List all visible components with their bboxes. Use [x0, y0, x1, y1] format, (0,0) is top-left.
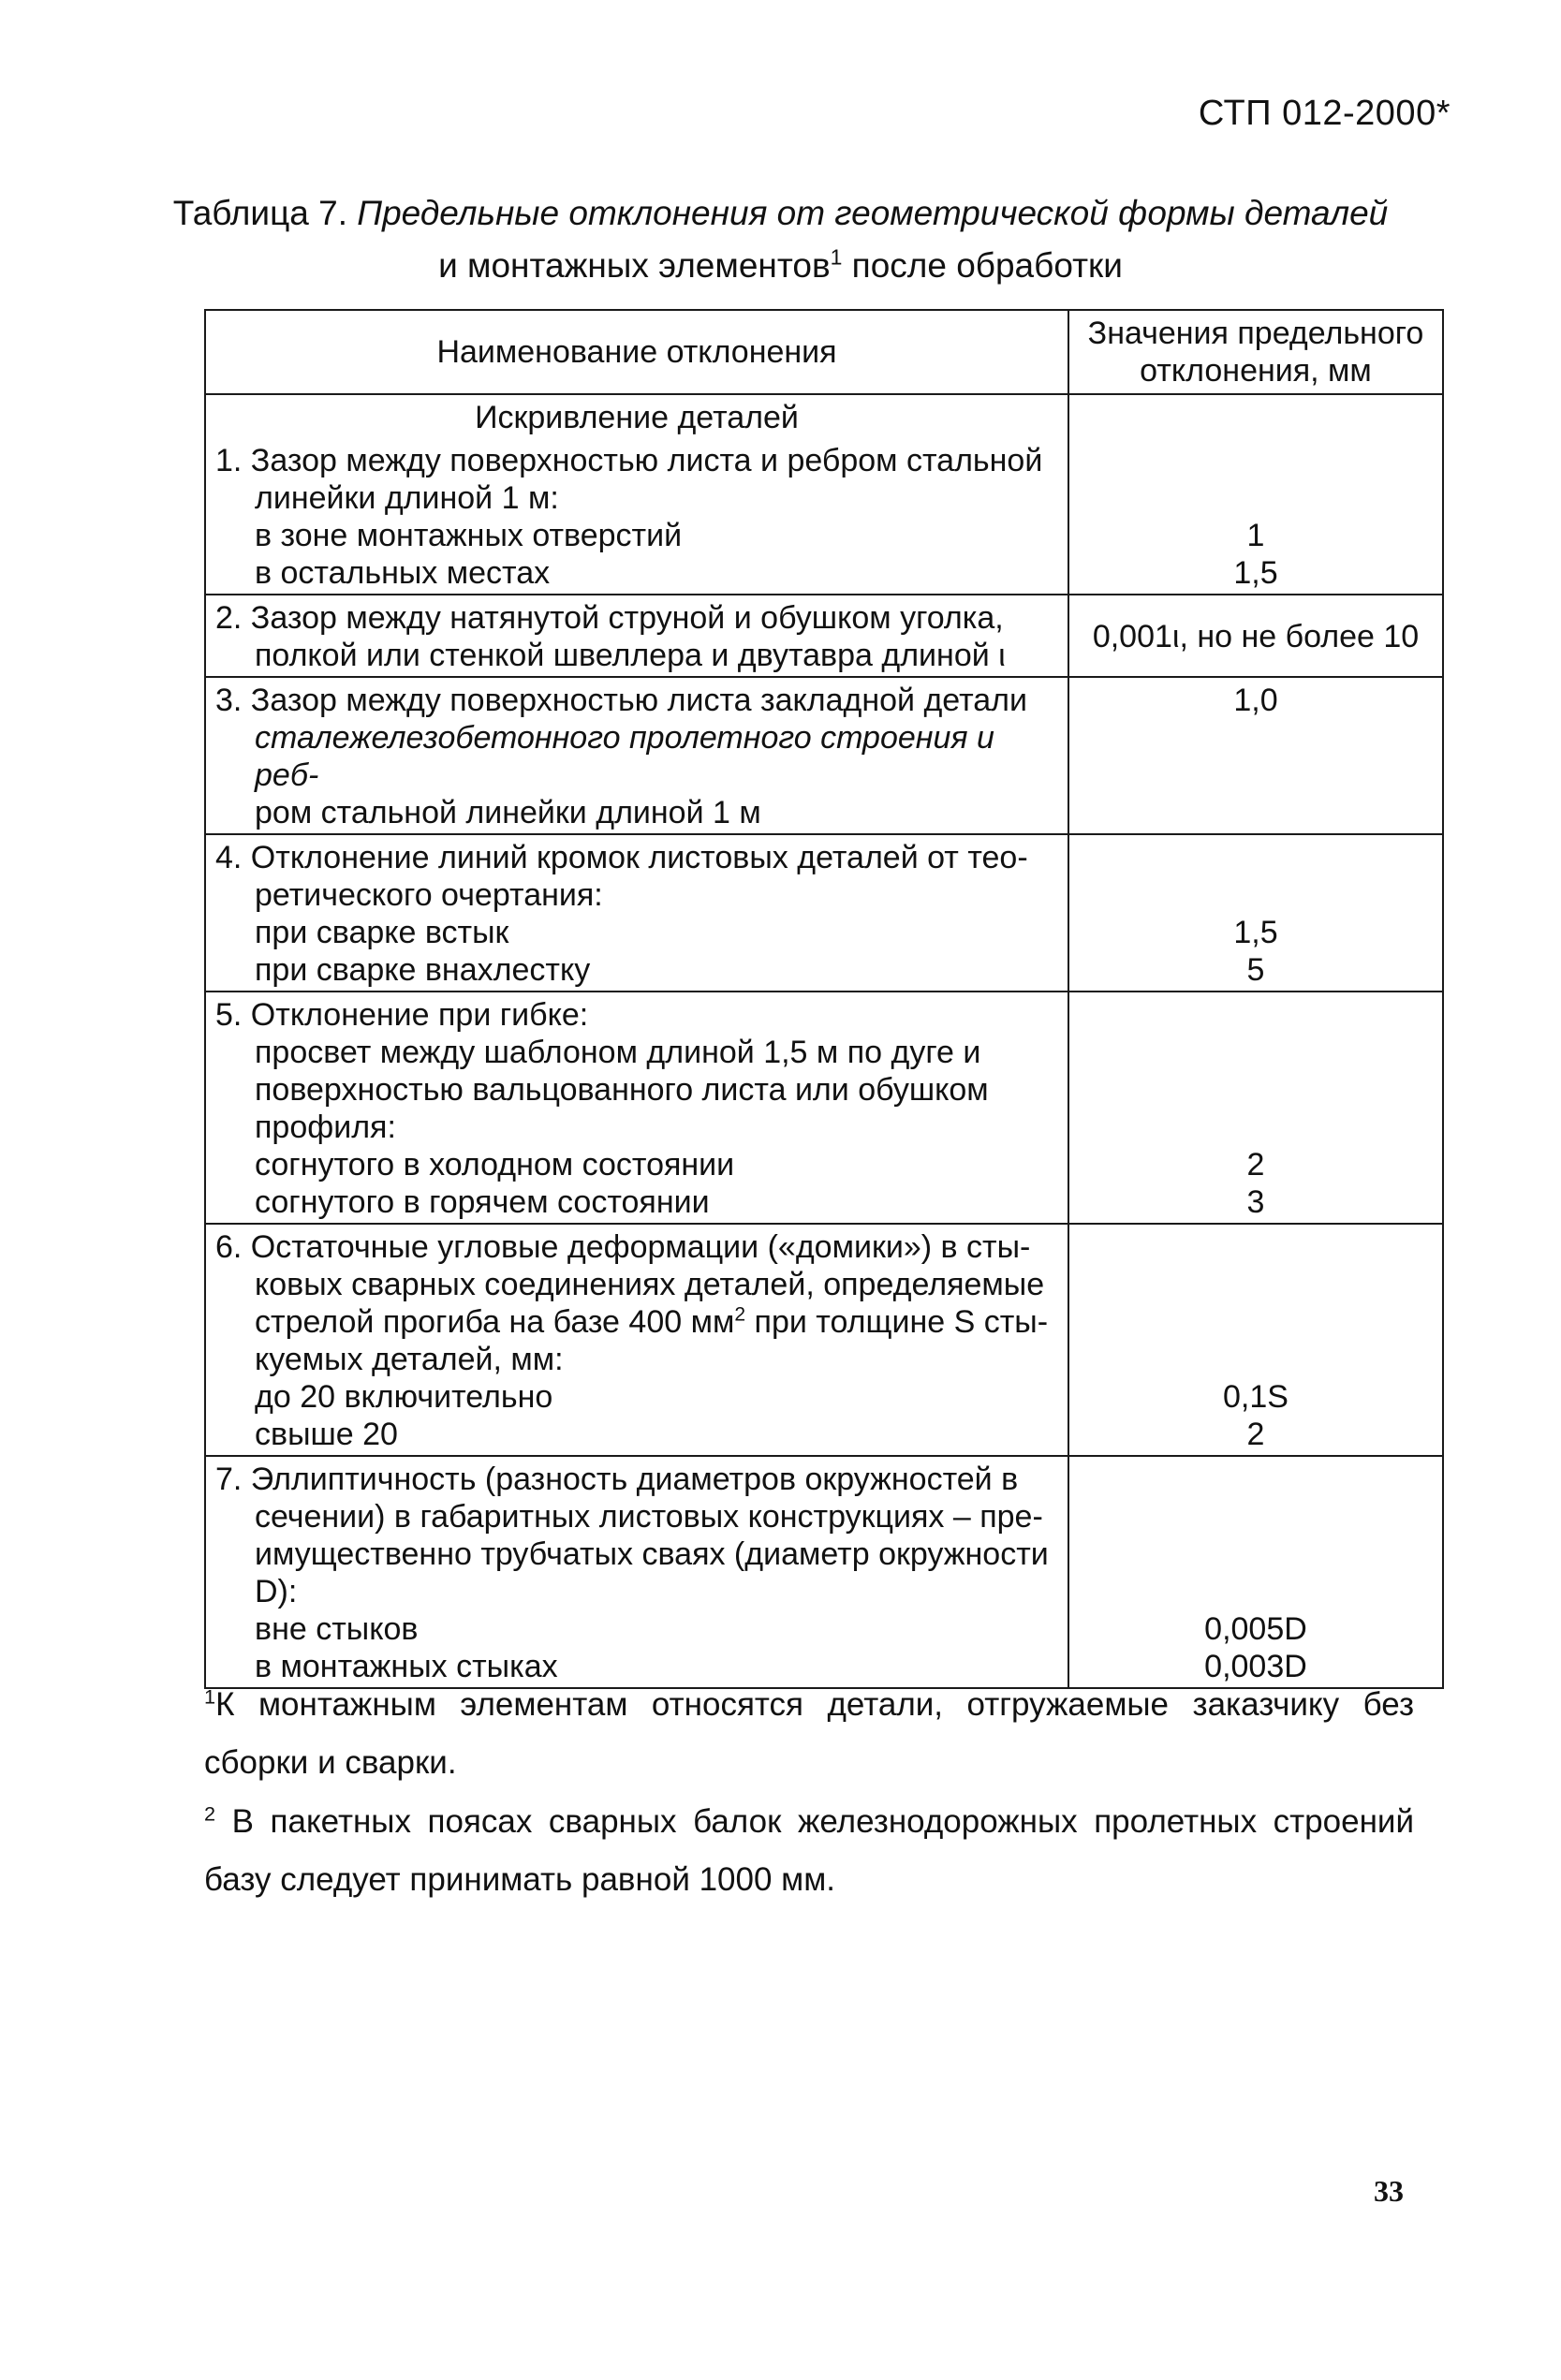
row-5-value-1: 2	[1246, 1147, 1265, 1183]
table-row	[205, 834, 1443, 992]
table-row	[205, 677, 1443, 834]
row-5-line-6: согнутого в горячем состоянии	[255, 1184, 710, 1220]
row-7-line-3: имущественно трубчатых сваях (диаметр окружности	[255, 1536, 1049, 1572]
row-6-footnote-ref: 2	[734, 1303, 746, 1326]
caption-title-line-2b: после обработки	[842, 246, 1123, 285]
row-5-value-2: 3	[1246, 1184, 1265, 1220]
col-header-name: Наименование отклонения	[205, 310, 1068, 394]
row-2-line-1: 2. Зазор между натянутой струной и обушком уголка,	[215, 600, 1004, 636]
footnote-2-text: В пакетных поясах сварных балок железнодорожных пролетных строений базу следует принимать равной 1000 мм.	[204, 1803, 1414, 1898]
row-7-value-1: 0,005D	[1204, 1611, 1307, 1647]
row-6-value-1: 0,1S	[1223, 1379, 1289, 1415]
row-1-value	[1068, 394, 1443, 595]
row-5-value	[1068, 992, 1443, 1224]
row-2-name	[205, 595, 1068, 677]
footnote-2	[204, 1793, 1414, 1909]
row-3-value	[1068, 677, 1443, 834]
table-row	[205, 394, 1443, 595]
row-4-name	[205, 834, 1068, 992]
page-number: 33	[1374, 2174, 1404, 2208]
row-1-line-1: 1. Зазор между поверхностью листа и ребром стальной	[215, 443, 1043, 478]
row-5-line-1: 5. Отклонение при гибке:	[215, 997, 589, 1033]
group-title: Искривление деталей	[475, 400, 799, 435]
row-3-value-1: 1,0	[1233, 683, 1278, 718]
row-4-value	[1068, 834, 1443, 992]
table-row	[205, 595, 1443, 677]
caption-footnote-ref: 1	[830, 244, 843, 270]
caption-prefix: Таблица 7.	[172, 194, 358, 232]
table-header-row	[205, 310, 1443, 394]
row-6-line-5: до 20 включительно	[255, 1379, 553, 1415]
row-4-line-3: при сварке встык	[255, 915, 509, 950]
caption-line-2	[0, 240, 1561, 292]
row-4-line-1: 4. Отклонение линий кромок листовых деталей от тео-	[215, 840, 1028, 875]
table-row	[205, 1456, 1443, 1688]
row-3-name	[205, 677, 1068, 834]
row-5-line-5: согнутого в холодном состоянии	[255, 1147, 735, 1183]
row-7-line-5: вне стыков	[255, 1611, 419, 1647]
row-2-value	[1068, 595, 1443, 677]
row-6-line-3	[215, 1303, 1058, 1341]
row-3-line-2: сталежелезобетонного пролетного строения и реб-	[255, 720, 1004, 793]
row-7-value	[1068, 1456, 1443, 1688]
row-6-line-4: куемых деталей, мм:	[255, 1342, 564, 1377]
footnote-1	[204, 1676, 1414, 1792]
row-1-name	[205, 394, 1068, 595]
caption-title-line-1: Предельные отклонения от геометрической формы деталей	[357, 194, 1389, 232]
col-header-value: Значения предельного отклонения, мм	[1068, 310, 1443, 394]
row-6-line-6: свыше 20	[255, 1417, 398, 1452]
row-3-line-3: ром стальной линейки длиной 1 м	[255, 795, 761, 830]
row-6-name	[205, 1224, 1068, 1456]
row-4-value-2: 5	[1246, 952, 1265, 988]
row-1-line-4: в остальных местах	[255, 555, 551, 591]
caption-title-line-2a: и монтажных элементов	[438, 246, 831, 285]
row-7-line-4: D):	[255, 1574, 298, 1609]
row-3-line-1: 3. Зазор между поверхностью листа закладной детали	[215, 683, 1028, 718]
row-6-value	[1068, 1224, 1443, 1456]
row-5-line-4: профиля:	[255, 1109, 396, 1145]
row-1-value-2: 1,5	[1233, 555, 1278, 591]
row-4-line-2: ретического очертания:	[255, 877, 603, 913]
table-row	[205, 992, 1443, 1224]
row-1-line-2: линейки длиной 1 м:	[255, 480, 559, 516]
row-6-line-3a: стрелой прогиба на базе 400 мм	[255, 1304, 735, 1340]
footnote-1-text: К монтажным элементам относятся детали, отгружаемые заказчику без сборки и сварки.	[204, 1686, 1414, 1781]
row-1-line-3: в зоне монтажных отверстий	[255, 518, 683, 553]
deviations-table	[204, 309, 1444, 1689]
row-5-line-3: поверхностью вальцованного листа или обушком	[255, 1072, 989, 1108]
row-4-value-1: 1,5	[1233, 915, 1278, 950]
row-7-line-6: в монтажных стыках	[255, 1649, 558, 1684]
footnote-1-mark: 1	[204, 1684, 216, 1709]
row-6-line-1: 6. Остаточные угловые деформации («домики») в сты-	[215, 1229, 1031, 1265]
document-code: СТП 012-2000*	[1198, 94, 1451, 133]
row-5-name	[205, 992, 1068, 1224]
row-7-line-2: сечении) в габаритных листовых конструкциях – пре-	[255, 1499, 1043, 1535]
row-6-line-3b: при толщине S сты-	[754, 1304, 1049, 1340]
row-7-line-1: 7. Эллиптичность (разность диаметров окружностей в	[215, 1462, 1019, 1497]
row-6-line-2: ковых сварных соединениях деталей, определяемые	[255, 1267, 1045, 1302]
row-2-value-1: 0,001ι, но не более 10	[1092, 619, 1420, 654]
row-5-line-2: просвет между шаблоном длиной 1,5 м по дуге и	[255, 1035, 981, 1070]
row-7-value-2: 0,003D	[1204, 1649, 1307, 1684]
table-caption	[0, 187, 1561, 292]
row-6-value-2: 2	[1246, 1417, 1265, 1452]
row-1-value-1: 1	[1246, 518, 1265, 553]
caption-line-1	[0, 187, 1561, 240]
row-7-name	[205, 1456, 1068, 1688]
footnote-2-mark: 2	[204, 1801, 216, 1826]
row-2-line-2: полкой или стенкой швеллера и двутавра длиной ι	[255, 638, 1006, 673]
table-row	[205, 1224, 1443, 1456]
row-4-line-4: при сварке внахлестку	[255, 952, 591, 988]
